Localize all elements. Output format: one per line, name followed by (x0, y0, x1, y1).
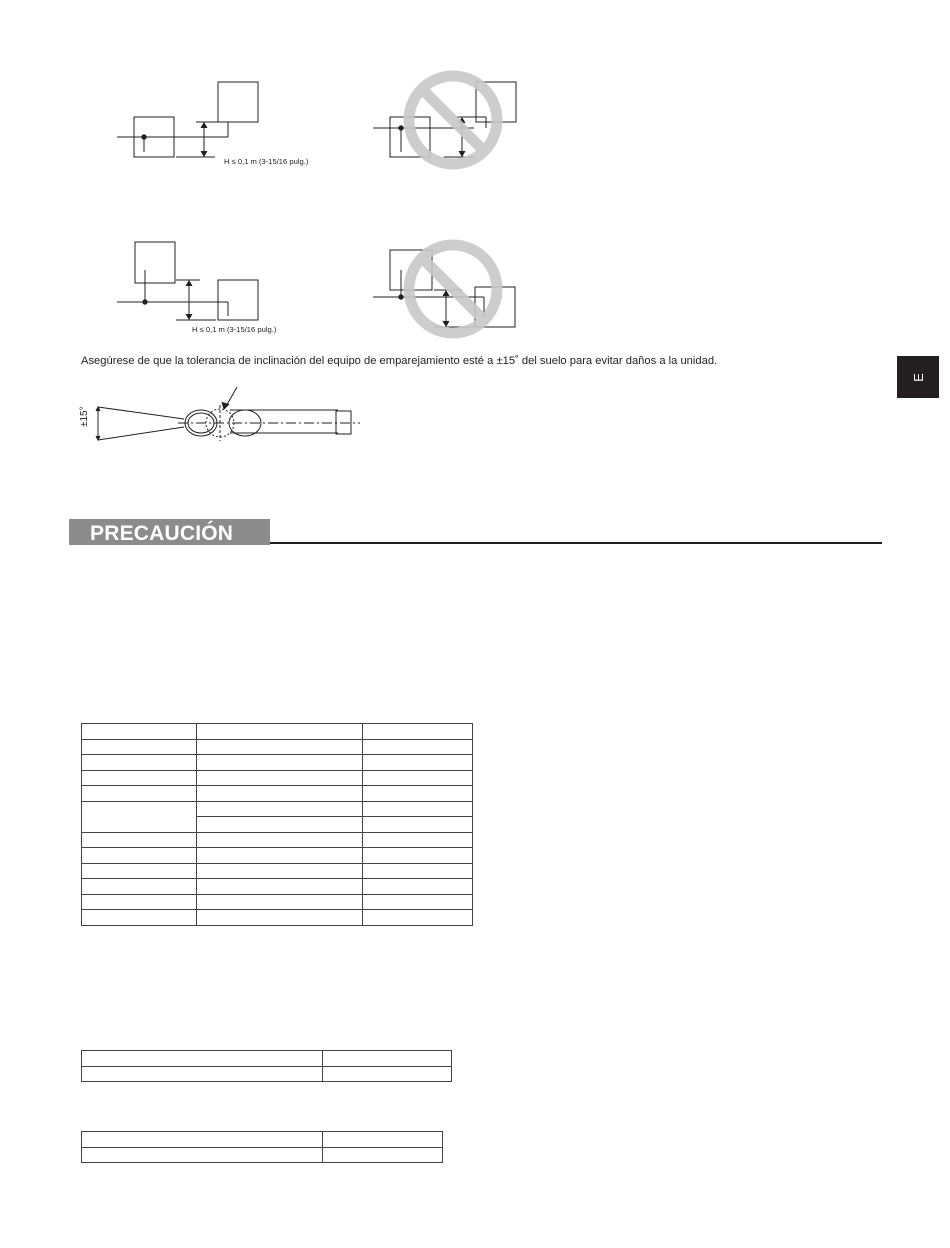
table-row (82, 786, 473, 802)
table-row (82, 863, 473, 879)
tilt-note: Asegúrese de que la tolerancia de inclinación del equipo de emparejamiento esté a ±15˚ del suelo para evitar daños a la unidad. (81, 355, 718, 367)
table-row (82, 848, 473, 864)
table-row (82, 1132, 443, 1148)
height-label: H ≤ 0,1 m (3-15/16 pulg.) (192, 325, 277, 334)
small-table-1 (81, 1050, 452, 1082)
height-label: H ≤ 0,1 m (3-15/16 pulg.) (224, 157, 309, 166)
table-row (82, 879, 473, 895)
table-row (82, 801, 473, 817)
table-row (82, 739, 473, 755)
angle-label: ±15° (79, 406, 90, 427)
language-tab: E (897, 356, 939, 398)
table-row (82, 894, 473, 910)
installation-diagrams (0, 0, 950, 470)
spec-table (81, 723, 473, 926)
table-row (82, 1147, 443, 1163)
table-row (82, 1066, 452, 1082)
table-row (82, 1051, 452, 1067)
table-row (82, 770, 473, 786)
tilt-diagram (96, 387, 360, 441)
table-row (82, 910, 473, 926)
caution-rule (270, 542, 882, 544)
prohibited-icon (409, 245, 497, 333)
table-row (82, 724, 473, 740)
caution-heading: PRECAUCIÓN (69, 519, 270, 545)
diagram-top-allowed (117, 82, 258, 157)
diagram-bottom-allowed (117, 242, 258, 320)
table-row (82, 755, 473, 771)
prohibited-icon (409, 76, 497, 164)
small-table-2 (81, 1131, 443, 1163)
table-row (82, 832, 473, 848)
